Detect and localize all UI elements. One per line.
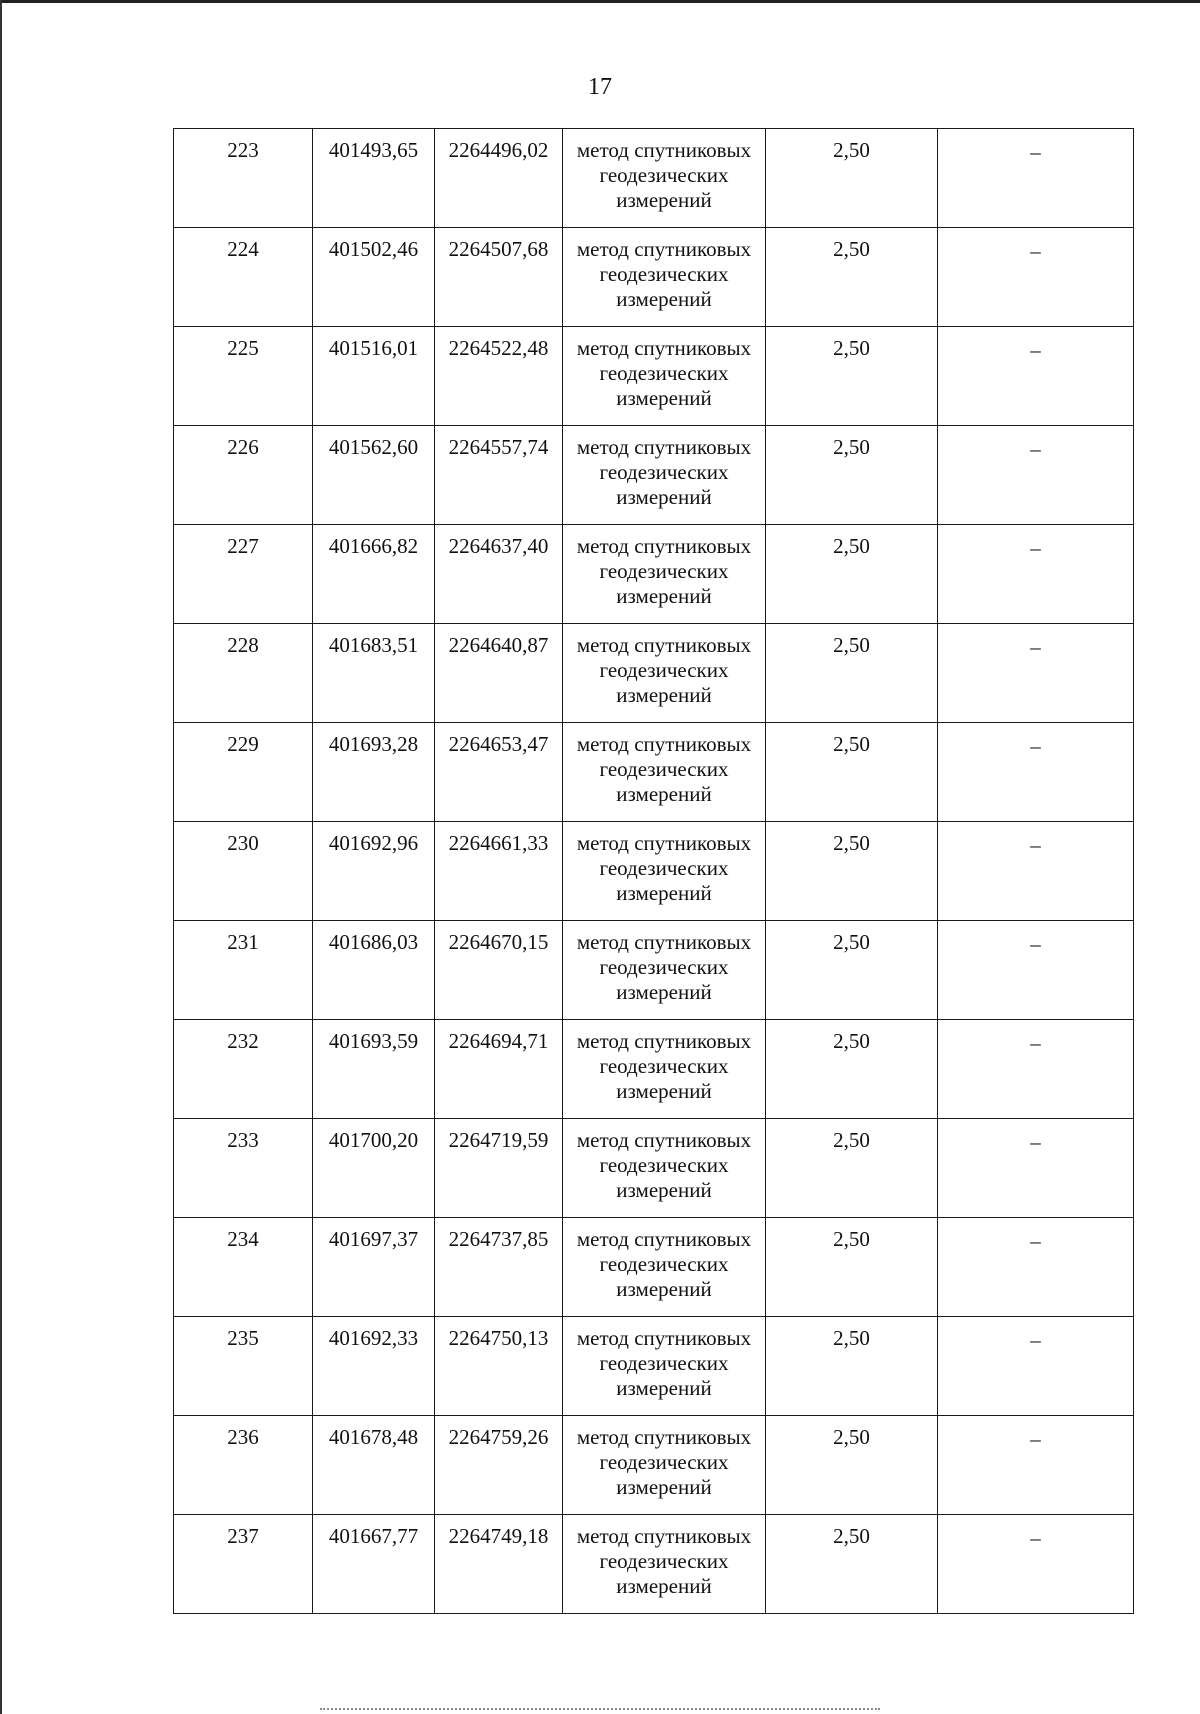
method-cell-text: метод спутниковых геодезических измерений (576, 1326, 752, 1400)
description-cell-text: – (1030, 338, 1041, 362)
description-cell-text: – (1030, 1130, 1041, 1154)
point-number-cell (174, 1119, 313, 1218)
coordinate-y-cell-text: 2264737,85 (448, 1227, 549, 1251)
method-cell (563, 921, 766, 1020)
description-cell (938, 1317, 1134, 1416)
description-cell-text: – (1030, 536, 1041, 560)
point-number-cell (174, 327, 313, 426)
description-cell (938, 1515, 1134, 1614)
method-cell-text: метод спутниковых геодезических измерений (576, 1029, 752, 1103)
coordinates-table (173, 128, 1134, 1614)
coordinate-x-cell (313, 1515, 435, 1614)
coordinate-x-cell (313, 327, 435, 426)
coordinate-x-cell-text: 401700,20 (328, 1128, 419, 1152)
point-number-cell (174, 1020, 313, 1119)
coordinate-x-cell (313, 1020, 435, 1119)
point-number-cell-text: 232 (227, 1029, 259, 1053)
coordinate-x-cell (313, 1317, 435, 1416)
accuracy-cell (766, 723, 938, 822)
coordinate-y-cell (435, 624, 563, 723)
coordinate-y-cell-text: 2264661,33 (448, 831, 549, 855)
coordinate-x-cell (313, 624, 435, 723)
point-number-cell-text: 231 (227, 930, 259, 954)
accuracy-cell (766, 327, 938, 426)
description-cell (938, 1020, 1134, 1119)
point-number-cell-text: 228 (227, 633, 259, 657)
coordinate-x-cell (313, 228, 435, 327)
coordinate-y-cell-text: 2264637,40 (448, 534, 549, 558)
scan-artifact-dots (320, 1708, 880, 1712)
coordinate-x-cell-text: 401693,59 (328, 1029, 419, 1053)
coordinate-y-cell (435, 525, 563, 624)
method-cell-text: метод спутниковых геодезических измерений (576, 534, 752, 608)
point-number-cell (174, 525, 313, 624)
description-cell-text: – (1030, 1229, 1041, 1253)
description-cell-text: – (1030, 1427, 1041, 1451)
accuracy-cell-text: 2,50 (833, 1524, 870, 1548)
table-row (174, 1119, 1134, 1218)
method-cell-text: метод спутниковых геодезических измерений (576, 1227, 752, 1301)
coordinate-y-cell-text: 2264719,59 (448, 1128, 549, 1152)
description-cell (938, 1119, 1134, 1218)
point-number-cell-text: 223 (227, 138, 259, 162)
method-cell-text: метод спутниковых геодезических измерений (576, 435, 752, 509)
accuracy-cell (766, 228, 938, 327)
description-cell (938, 723, 1134, 822)
coordinate-x-cell-text: 401697,37 (328, 1227, 419, 1251)
coordinate-y-cell (435, 1119, 563, 1218)
description-cell-text: – (1030, 437, 1041, 461)
coordinate-x-cell (313, 1416, 435, 1515)
description-cell (938, 129, 1134, 228)
accuracy-cell-text: 2,50 (833, 534, 870, 558)
method-cell (563, 525, 766, 624)
method-cell-text: метод спутниковых геодезических измерений (576, 831, 752, 905)
coordinate-y-cell (435, 822, 563, 921)
accuracy-cell-text: 2,50 (833, 237, 870, 261)
description-cell-text: – (1030, 140, 1041, 164)
method-cell (563, 129, 766, 228)
description-cell (938, 921, 1134, 1020)
description-cell-text: – (1030, 734, 1041, 758)
scan-border-top (0, 0, 1200, 3)
coordinate-x-cell (313, 129, 435, 228)
coordinate-y-cell-text: 2264507,68 (448, 237, 549, 261)
coordinate-x-cell (313, 822, 435, 921)
accuracy-cell-text: 2,50 (833, 1128, 870, 1152)
table-row (174, 228, 1134, 327)
accuracy-cell (766, 921, 938, 1020)
method-cell (563, 1416, 766, 1515)
method-cell-text: метод спутниковых геодезических измерений (576, 336, 752, 410)
point-number-cell (174, 1416, 313, 1515)
coordinate-y-cell (435, 1416, 563, 1515)
point-number-cell-text: 236 (227, 1425, 259, 1449)
point-number-cell (174, 129, 313, 228)
accuracy-cell-text: 2,50 (833, 138, 870, 162)
scan-border-left (0, 0, 2, 1714)
coordinate-y-cell (435, 1020, 563, 1119)
description-cell (938, 327, 1134, 426)
point-number-cell-text: 233 (227, 1128, 259, 1152)
method-cell-text: метод спутниковых геодезических измерений (576, 1524, 752, 1598)
point-number-cell-text: 226 (227, 435, 259, 459)
table-row (174, 1515, 1134, 1614)
coordinate-x-cell (313, 426, 435, 525)
point-number-cell (174, 228, 313, 327)
coordinate-y-cell-text: 2264522,48 (448, 336, 549, 360)
table-row (174, 129, 1134, 228)
method-cell-text: метод спутниковых геодезических измерений (576, 237, 752, 311)
accuracy-cell-text: 2,50 (833, 1029, 870, 1053)
method-cell (563, 426, 766, 525)
accuracy-cell (766, 1515, 938, 1614)
description-cell (938, 426, 1134, 525)
accuracy-cell (766, 624, 938, 723)
accuracy-cell-text: 2,50 (833, 732, 870, 756)
method-cell (563, 228, 766, 327)
page-number: 17 (588, 74, 612, 100)
coordinate-x-cell-text: 401502,46 (328, 237, 419, 261)
point-number-cell-text: 234 (227, 1227, 259, 1251)
coordinate-y-cell (435, 921, 563, 1020)
method-cell-text: метод спутниковых геодезических измерений (576, 1128, 752, 1202)
table-row (174, 822, 1134, 921)
point-number-cell-text: 237 (227, 1524, 259, 1548)
coordinate-x-cell (313, 723, 435, 822)
accuracy-cell-text: 2,50 (833, 831, 870, 855)
accuracy-cell (766, 1119, 938, 1218)
coordinate-x-cell-text: 401493,65 (328, 138, 419, 162)
method-cell-text: метод спутниковых геодезических измерений (576, 138, 752, 212)
table-row (174, 1020, 1134, 1119)
coordinate-y-cell (435, 327, 563, 426)
point-number-cell (174, 723, 313, 822)
description-cell-text: – (1030, 239, 1041, 263)
description-cell (938, 228, 1134, 327)
accuracy-cell (766, 1416, 938, 1515)
description-cell-text: – (1030, 1328, 1041, 1352)
accuracy-cell (766, 426, 938, 525)
coordinate-x-cell-text: 401667,77 (328, 1524, 419, 1548)
accuracy-cell (766, 129, 938, 228)
coordinate-y-cell (435, 129, 563, 228)
coordinate-x-cell (313, 1119, 435, 1218)
coordinate-x-cell-text: 401693,28 (328, 732, 419, 756)
coordinate-y-cell-text: 2264640,87 (448, 633, 549, 657)
coordinate-y-cell-text: 2264496,02 (448, 138, 549, 162)
coordinate-y-cell-text: 2264750,13 (448, 1326, 549, 1350)
description-cell (938, 822, 1134, 921)
accuracy-cell-text: 2,50 (833, 633, 870, 657)
coordinate-y-cell-text: 2264759,26 (448, 1425, 549, 1449)
accuracy-cell (766, 525, 938, 624)
coordinate-y-cell-text: 2264653,47 (448, 732, 549, 756)
accuracy-cell (766, 1218, 938, 1317)
method-cell (563, 723, 766, 822)
point-number-cell-text: 230 (227, 831, 259, 855)
point-number-cell (174, 921, 313, 1020)
coordinate-x-cell-text: 401686,03 (328, 930, 419, 954)
description-cell (938, 1416, 1134, 1515)
accuracy-cell (766, 1317, 938, 1416)
description-cell-text: – (1030, 833, 1041, 857)
point-number-cell (174, 1317, 313, 1416)
accuracy-cell (766, 822, 938, 921)
coordinate-y-cell (435, 1218, 563, 1317)
coordinate-y-cell-text: 2264670,15 (448, 930, 549, 954)
description-cell (938, 624, 1134, 723)
table-row (174, 1218, 1134, 1317)
table-row (174, 525, 1134, 624)
coordinate-x-cell-text: 401692,33 (328, 1326, 419, 1350)
accuracy-cell-text: 2,50 (833, 435, 870, 459)
coordinate-y-cell (435, 228, 563, 327)
table-row (174, 426, 1134, 525)
method-cell (563, 822, 766, 921)
point-number-cell-text: 229 (227, 732, 259, 756)
description-cell-text: – (1030, 1526, 1041, 1550)
coordinate-x-cell (313, 1218, 435, 1317)
coordinate-y-cell (435, 723, 563, 822)
point-number-cell (174, 822, 313, 921)
coordinate-x-cell (313, 525, 435, 624)
coordinate-x-cell (313, 921, 435, 1020)
point-number-cell-text: 227 (227, 534, 259, 558)
coordinates-table-body (174, 129, 1134, 1614)
coordinate-y-cell (435, 1515, 563, 1614)
description-cell-text: – (1030, 932, 1041, 956)
point-number-cell (174, 1515, 313, 1614)
method-cell (563, 327, 766, 426)
accuracy-cell-text: 2,50 (833, 1227, 870, 1251)
point-number-cell-text: 235 (227, 1326, 259, 1350)
table-row (174, 1317, 1134, 1416)
accuracy-cell-text: 2,50 (833, 930, 870, 954)
accuracy-cell-text: 2,50 (833, 1425, 870, 1449)
point-number-cell-text: 224 (227, 237, 259, 261)
table-row (174, 624, 1134, 723)
coordinate-x-cell-text: 401562,60 (328, 435, 419, 459)
method-cell-text: метод спутниковых геодезических измерений (576, 633, 752, 707)
point-number-cell (174, 624, 313, 723)
method-cell (563, 624, 766, 723)
coordinate-x-cell-text: 401683,51 (328, 633, 419, 657)
table-row (174, 327, 1134, 426)
coordinate-y-cell (435, 1317, 563, 1416)
coordinate-y-cell-text: 2264557,74 (448, 435, 549, 459)
accuracy-cell-text: 2,50 (833, 1326, 870, 1350)
coordinate-x-cell-text: 401678,48 (328, 1425, 419, 1449)
method-cell-text: метод спутниковых геодезических измерений (576, 1425, 752, 1499)
table-row (174, 921, 1134, 1020)
method-cell (563, 1020, 766, 1119)
accuracy-cell-text: 2,50 (833, 336, 870, 360)
method-cell (563, 1119, 766, 1218)
method-cell-text: метод спутниковых геодезических измерений (576, 732, 752, 806)
point-number-cell-text: 225 (227, 336, 259, 360)
coordinate-x-cell-text: 401692,96 (328, 831, 419, 855)
description-cell (938, 1218, 1134, 1317)
description-cell-text: – (1030, 635, 1041, 659)
accuracy-cell (766, 1020, 938, 1119)
table-row (174, 723, 1134, 822)
point-number-cell (174, 1218, 313, 1317)
method-cell-text: метод спутниковых геодезических измерений (576, 930, 752, 1004)
coordinate-y-cell-text: 2264749,18 (448, 1524, 549, 1548)
method-cell (563, 1515, 766, 1614)
coordinate-y-cell (435, 426, 563, 525)
coordinate-x-cell-text: 401666,82 (328, 534, 419, 558)
coordinate-x-cell-text: 401516,01 (328, 336, 419, 360)
description-cell (938, 525, 1134, 624)
coordinate-y-cell-text: 2264694,71 (448, 1029, 549, 1053)
table-row (174, 1416, 1134, 1515)
point-number-cell (174, 426, 313, 525)
method-cell (563, 1218, 766, 1317)
method-cell (563, 1317, 766, 1416)
description-cell-text: – (1030, 1031, 1041, 1055)
